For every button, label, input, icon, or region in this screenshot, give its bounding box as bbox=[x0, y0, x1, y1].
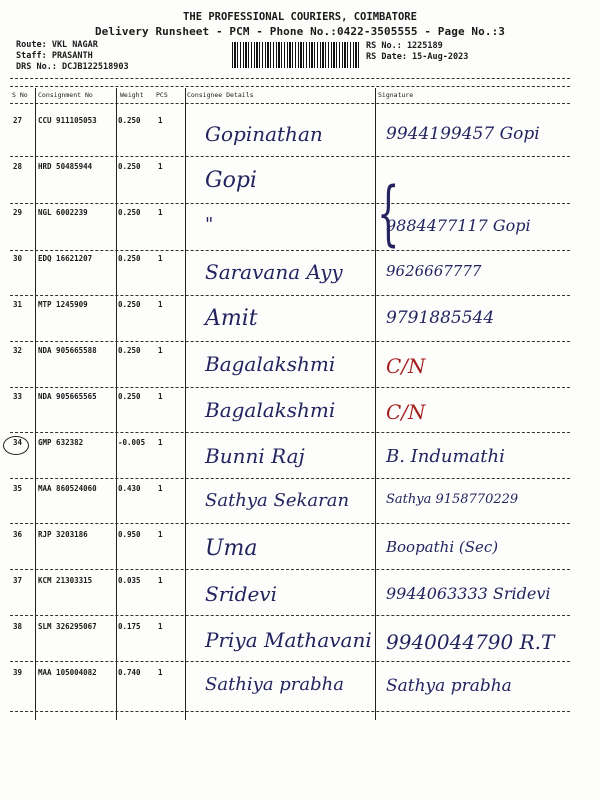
row-sno: 30 bbox=[13, 254, 23, 263]
row-divider bbox=[10, 295, 570, 296]
row-sno: 32 bbox=[13, 346, 23, 355]
signature-entry: 9626667777 bbox=[386, 262, 482, 280]
rs-number: RS No.: 1225189 bbox=[366, 41, 443, 51]
consignment-number: EDQ 16621207 bbox=[38, 254, 93, 263]
weight-value: 0.035 bbox=[118, 576, 141, 585]
col-sno: S No bbox=[12, 91, 28, 99]
row-sno: 38 bbox=[13, 622, 23, 631]
signature-entry: 9944063333 Sridevi bbox=[386, 584, 551, 603]
col-consignment: Consignment No bbox=[38, 91, 93, 99]
drs-number: DRS No.: DCJB122518903 bbox=[16, 62, 129, 72]
consignment-number: NDA 905665565 bbox=[38, 392, 97, 401]
column-divider bbox=[116, 88, 117, 720]
row-divider bbox=[10, 661, 570, 662]
consignment-number: RJP 3203186 bbox=[38, 530, 88, 539]
weight-value: -0.005 bbox=[118, 438, 146, 447]
row-divider bbox=[10, 569, 570, 570]
consignee-name: Priya Mathavani bbox=[205, 628, 372, 652]
weight-value: 0.250 bbox=[118, 254, 141, 263]
row-divider bbox=[10, 341, 570, 342]
rs-date: RS Date: 15-Aug-2023 bbox=[366, 52, 469, 62]
row-sno: 34 bbox=[13, 438, 23, 447]
pcs-value: 1 bbox=[158, 254, 163, 263]
consignee-name: Bagalakshmi bbox=[205, 398, 336, 422]
row-sno: 37 bbox=[13, 576, 23, 585]
pcs-value: 1 bbox=[158, 438, 163, 447]
row-divider bbox=[10, 156, 570, 157]
consignee-name: Bagalakshmi bbox=[205, 352, 336, 376]
runsheet-subtitle: Delivery Runsheet - PCM - Phone No.:0422-3505555 - Page No.:3 bbox=[94, 25, 506, 38]
divider bbox=[10, 78, 570, 79]
row-sno: 27 bbox=[13, 116, 23, 125]
pcs-value: 1 bbox=[158, 346, 163, 355]
weight-value: 0.250 bbox=[118, 116, 141, 125]
consignment-number: SLM 326295067 bbox=[38, 622, 97, 631]
consignee-name: Sathya Sekaran bbox=[205, 490, 350, 511]
consignee-name: Sathiya prabha bbox=[205, 674, 344, 695]
signature-entry: Sathya 9158770229 bbox=[386, 492, 519, 507]
consignment-number: CCU 911105053 bbox=[38, 116, 97, 125]
pcs-value: 1 bbox=[158, 392, 163, 401]
row-sno: 39 bbox=[13, 668, 23, 677]
divider bbox=[10, 86, 570, 87]
row-sno: 29 bbox=[13, 208, 23, 217]
consignment-number: HRD 50485944 bbox=[38, 162, 93, 171]
row-divider bbox=[10, 523, 570, 524]
col-pcs: PCS bbox=[156, 91, 168, 99]
signature-entry: 9944199457 Gopi bbox=[386, 124, 540, 144]
signature-entry: 9940044790 R.T bbox=[386, 630, 555, 654]
signature-entry: B. Indumathi bbox=[386, 446, 505, 467]
consignee-name: Uma bbox=[205, 536, 258, 561]
pcs-value: 1 bbox=[158, 208, 163, 217]
weight-value: 0.250 bbox=[118, 346, 141, 355]
weight-value: 0.950 bbox=[118, 530, 141, 539]
signature-entry: 9791885544 bbox=[386, 308, 495, 328]
row-sno: 35 bbox=[13, 484, 23, 493]
barcode bbox=[232, 42, 360, 68]
row-sno: 36 bbox=[13, 530, 23, 539]
company-title: THE PROFESSIONAL COURIERS, COIMBATORE bbox=[183, 11, 417, 23]
signature-entry: Boopathi (Sec) bbox=[386, 538, 499, 556]
row-sno: 33 bbox=[13, 392, 23, 401]
consignment-number: NGL 6002239 bbox=[38, 208, 88, 217]
consignment-number: NDA 905665588 bbox=[38, 346, 97, 355]
consignment-number: KCM 21303315 bbox=[38, 576, 93, 585]
divider bbox=[10, 103, 570, 104]
pcs-value: 1 bbox=[158, 530, 163, 539]
weight-value: 0.250 bbox=[118, 392, 141, 401]
consignment-number: MTP 1245909 bbox=[38, 300, 88, 309]
weight-value: 0.250 bbox=[118, 208, 141, 217]
column-divider bbox=[375, 88, 376, 720]
signature-entry: 9884477117 Gopi bbox=[386, 216, 531, 235]
consignment-number: MAA 105004082 bbox=[38, 668, 97, 677]
pcs-value: 1 bbox=[158, 300, 163, 309]
row-sno: 31 bbox=[13, 300, 23, 309]
consignee-name: Gopi bbox=[205, 168, 257, 193]
weight-value: 0.740 bbox=[118, 668, 141, 677]
weight-value: 0.250 bbox=[118, 300, 141, 309]
weight-value: 0.175 bbox=[118, 622, 141, 631]
weight-value: 0.430 bbox=[118, 484, 141, 493]
consignee-name: " bbox=[205, 214, 214, 235]
row-divider bbox=[10, 203, 570, 204]
pcs-value: 1 bbox=[158, 668, 163, 677]
row-divider bbox=[10, 250, 570, 251]
row-divider bbox=[10, 478, 570, 479]
pcs-value: 1 bbox=[158, 116, 163, 125]
pcs-value: 1 bbox=[158, 576, 163, 585]
consignee-name: Saravana Ayy bbox=[205, 260, 343, 284]
column-divider bbox=[35, 88, 36, 720]
row-divider bbox=[10, 387, 570, 388]
consignee-name: Gopinathan bbox=[205, 122, 323, 146]
row-divider bbox=[10, 432, 570, 433]
consignee-name: Sridevi bbox=[205, 582, 277, 606]
signature-entry: C/N bbox=[386, 400, 426, 424]
staff-label: Staff: PRASANTH bbox=[16, 51, 93, 61]
column-divider bbox=[185, 88, 186, 720]
pcs-value: 1 bbox=[158, 162, 163, 171]
consignment-number: GMP 632382 bbox=[38, 438, 84, 447]
weight-value: 0.250 bbox=[118, 162, 141, 171]
pcs-value: 1 bbox=[158, 622, 163, 631]
route-label: Route: VKL NAGAR bbox=[16, 40, 98, 50]
signature-entry: C/N bbox=[386, 354, 426, 378]
col-weight: Weight bbox=[120, 91, 144, 99]
consignment-number: MAA 860524060 bbox=[38, 484, 97, 493]
col-details: Consignee Details bbox=[187, 91, 254, 99]
row-divider bbox=[10, 615, 570, 616]
pcs-value: 1 bbox=[158, 484, 163, 493]
signature-entry: Sathya prabha bbox=[386, 676, 512, 696]
consignee-name: Bunni Raj bbox=[205, 444, 305, 468]
brace-mark: { bbox=[377, 172, 400, 254]
row-34-circle-mark bbox=[3, 436, 29, 455]
col-signature: Signature bbox=[378, 91, 414, 99]
consignee-name: Amit bbox=[205, 306, 258, 331]
row-divider bbox=[10, 711, 570, 712]
row-sno: 28 bbox=[13, 162, 23, 171]
